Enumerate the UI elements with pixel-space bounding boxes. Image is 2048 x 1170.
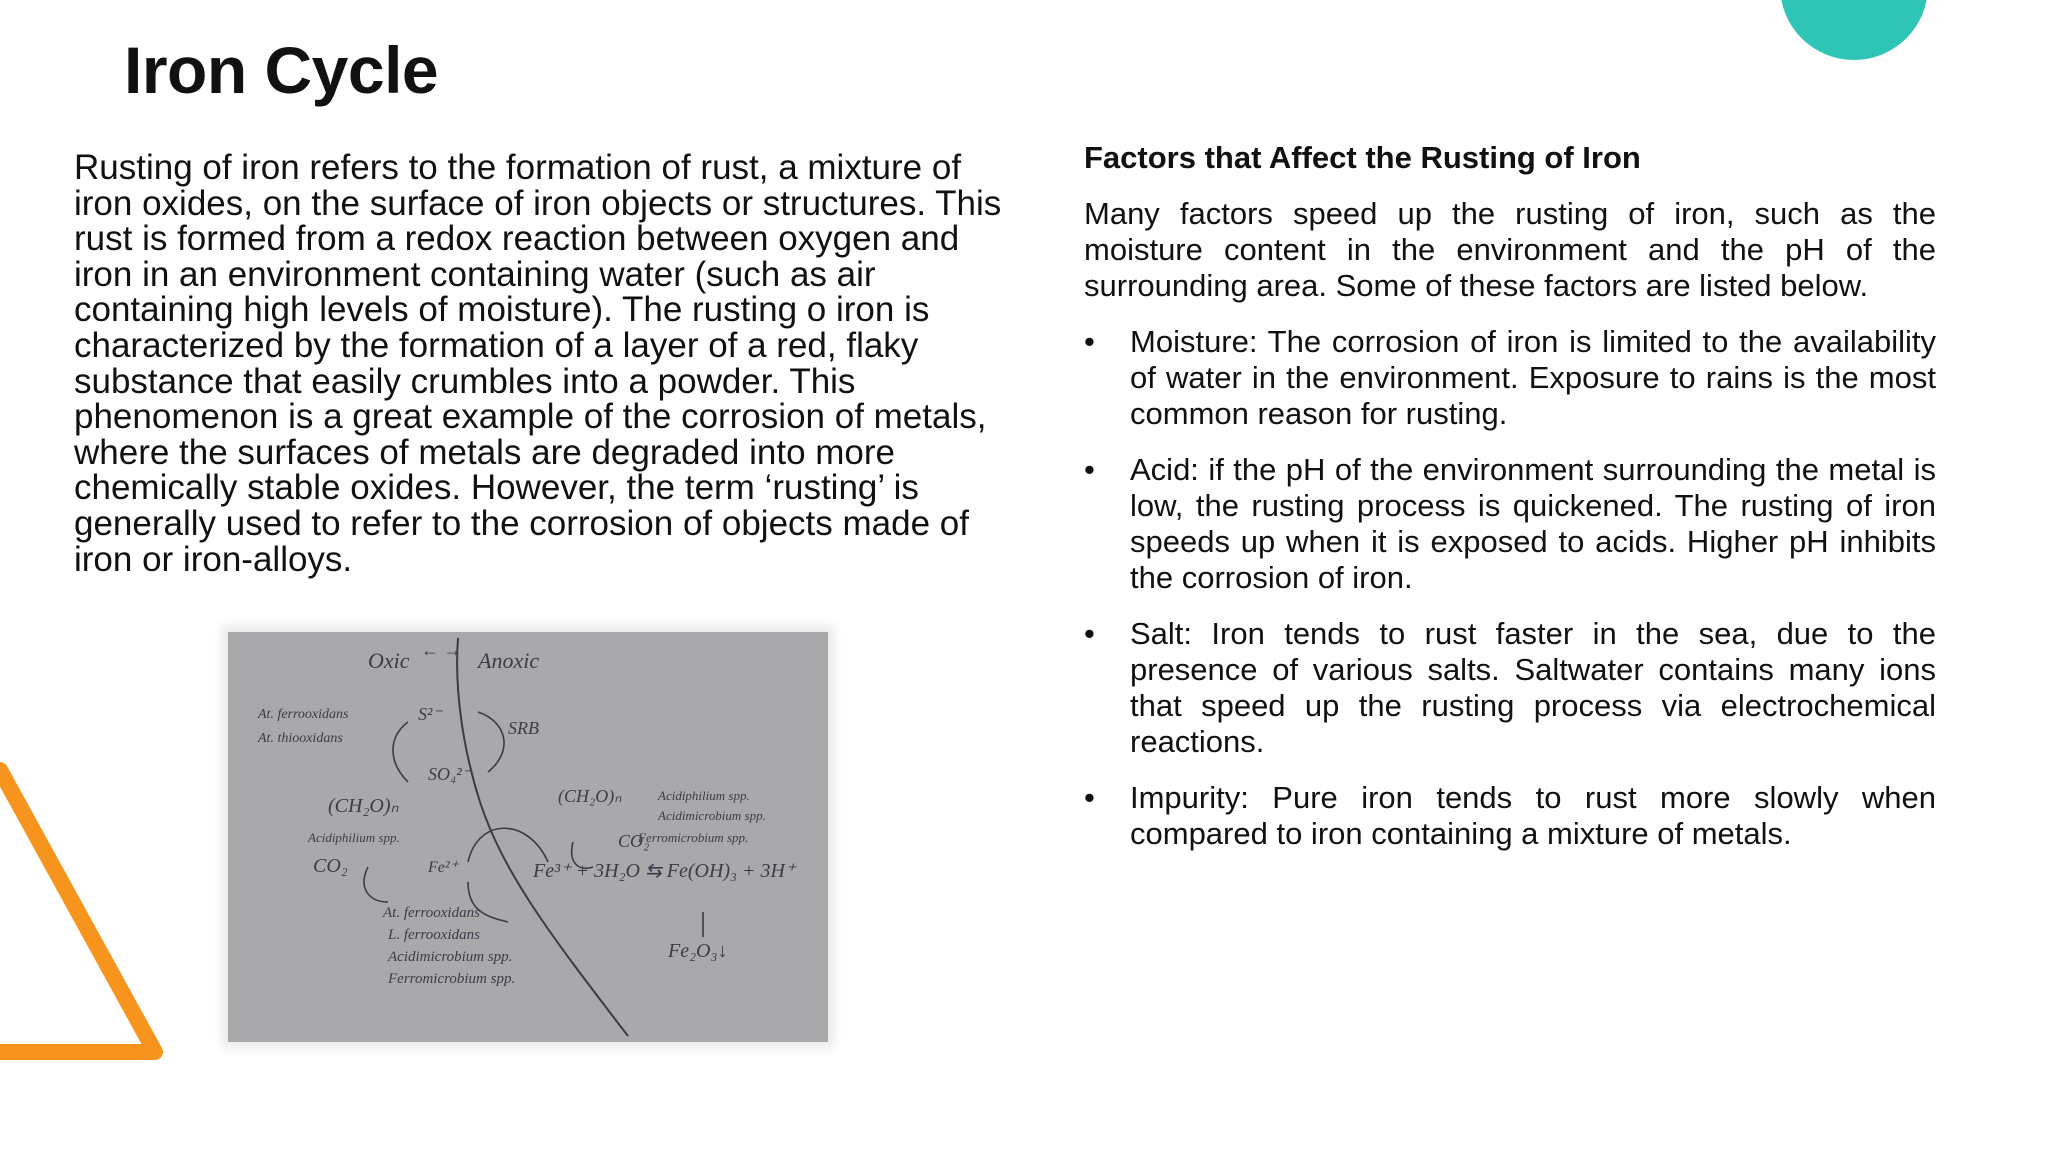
label-acidiphilium-left: Acidiphilium spp.: [308, 830, 400, 845]
label-bottom-l-ferrooxidans: L. ferrooxidans: [388, 927, 480, 943]
factor-moisture: [1084, 324, 1936, 432]
bullet-icon: •: [1084, 452, 1095, 487]
label-co2-right: CO₂: [618, 831, 650, 851]
factors-intro: Many factors speed up the rusting of iron, such as the moisture content in the environment and the pH of the surrounding area. Some of these factors are listed below.: [1084, 196, 1936, 303]
orange-triangle-decoration: [0, 760, 180, 1080]
factors-list: [1084, 324, 1936, 852]
label-fe2: Fe²⁺: [428, 859, 459, 876]
label-bottom-acidimicrobium: Acidimicrobium spp.: [388, 949, 513, 965]
label-ferrooxidans-top: At. ferrooxidans: [258, 707, 349, 722]
label-fe2o3: Fe₂O₃↓: [668, 940, 728, 962]
bullet-icon: •: [1084, 324, 1095, 359]
factor-text: Acid: if the pH of the environment surrounding the metal is low, the rusting process is quickened. The rusting of iron speeds up when it is exposed to acids. Higher pH inhibits the corrosion of iron.: [1130, 452, 1936, 595]
bullet-icon: •: [1084, 780, 1095, 815]
label-fe3-reaction: Fe³⁺ + 3H₂O ⇆ Fe(OH)₃ + 3H⁺: [533, 860, 796, 882]
factor-salt: [1084, 616, 1936, 760]
factors-heading: Factors that Affect the Rusting of Iron: [1084, 140, 1641, 175]
label-anoxic: Anoxic: [478, 648, 540, 673]
label-bottom-ferrooxidans: At. ferrooxidans: [383, 905, 480, 921]
factors-column: [1084, 140, 1936, 872]
label-so4: SO₄²⁻: [428, 764, 472, 784]
factor-text: Salt: Iron tends to rust faster in the sea, due to the presence of various salts. Saltwater contains many ions that speed up the rusting process via electrochemical reactions.: [1130, 616, 1936, 759]
label-ch2o-right: (CH₂O)ₙ: [558, 786, 622, 806]
label-srb: SRB: [508, 718, 539, 738]
label-arrow-between: ← →: [421, 640, 462, 660]
label-ch2o-left: (CH₂O)ₙ: [328, 795, 399, 817]
iron-cycle-diagram-photo: [228, 632, 828, 1042]
intro-paragraph: Rusting of iron refers to the formation of rust, a mixture of iron oxides, on the surface of iron objects or structures. This rust is formed from a redox reaction between oxygen and iron in an environment containing water (such as air containing high levels of moisture). The rusting o iron is characterized by the formation of a layer of a red, flaky substance that easily crumbles into a powder. This phenomenon is a great example of the corrosion of metals, where the surfaces of metals are degraded into more chemically stable oxides. However, the term ‘rusting’ is generally used to refer to the corrosion of objects made of iron or iron-alloys.: [74, 148, 1002, 579]
factor-text: Impurity: Pure iron tends to rust more slowly when compared to iron containing a mixture of metals.: [1130, 780, 1936, 851]
label-ferromicrobium-right: Ferromicrobium spp.: [638, 830, 749, 845]
teal-circle-decoration: [1780, 0, 1928, 60]
label-acidiphilium-right: Acidiphilium spp.: [658, 788, 750, 803]
handwritten-diagram: [228, 632, 828, 1042]
factor-acid: [1084, 452, 1936, 596]
label-thiooxidans: At. thiooxidans: [258, 731, 343, 746]
label-s2: S²⁻: [418, 704, 442, 724]
label-acidimicrobium-right: Acidimicrobium spp.: [658, 808, 766, 823]
label-co2-left: CO₂: [313, 855, 348, 877]
factor-impurity: [1084, 780, 1936, 852]
label-oxic: Oxic: [368, 648, 410, 673]
factor-text: Moisture: The corrosion of iron is limited to the availability of water in the environment. Exposure to rains is the most common reason for rusting.: [1130, 324, 1936, 431]
slide-title: Iron Cycle: [124, 33, 439, 107]
label-bottom-ferromicrobium: Ferromicrobium spp.: [388, 971, 516, 987]
bullet-icon: •: [1084, 616, 1095, 651]
